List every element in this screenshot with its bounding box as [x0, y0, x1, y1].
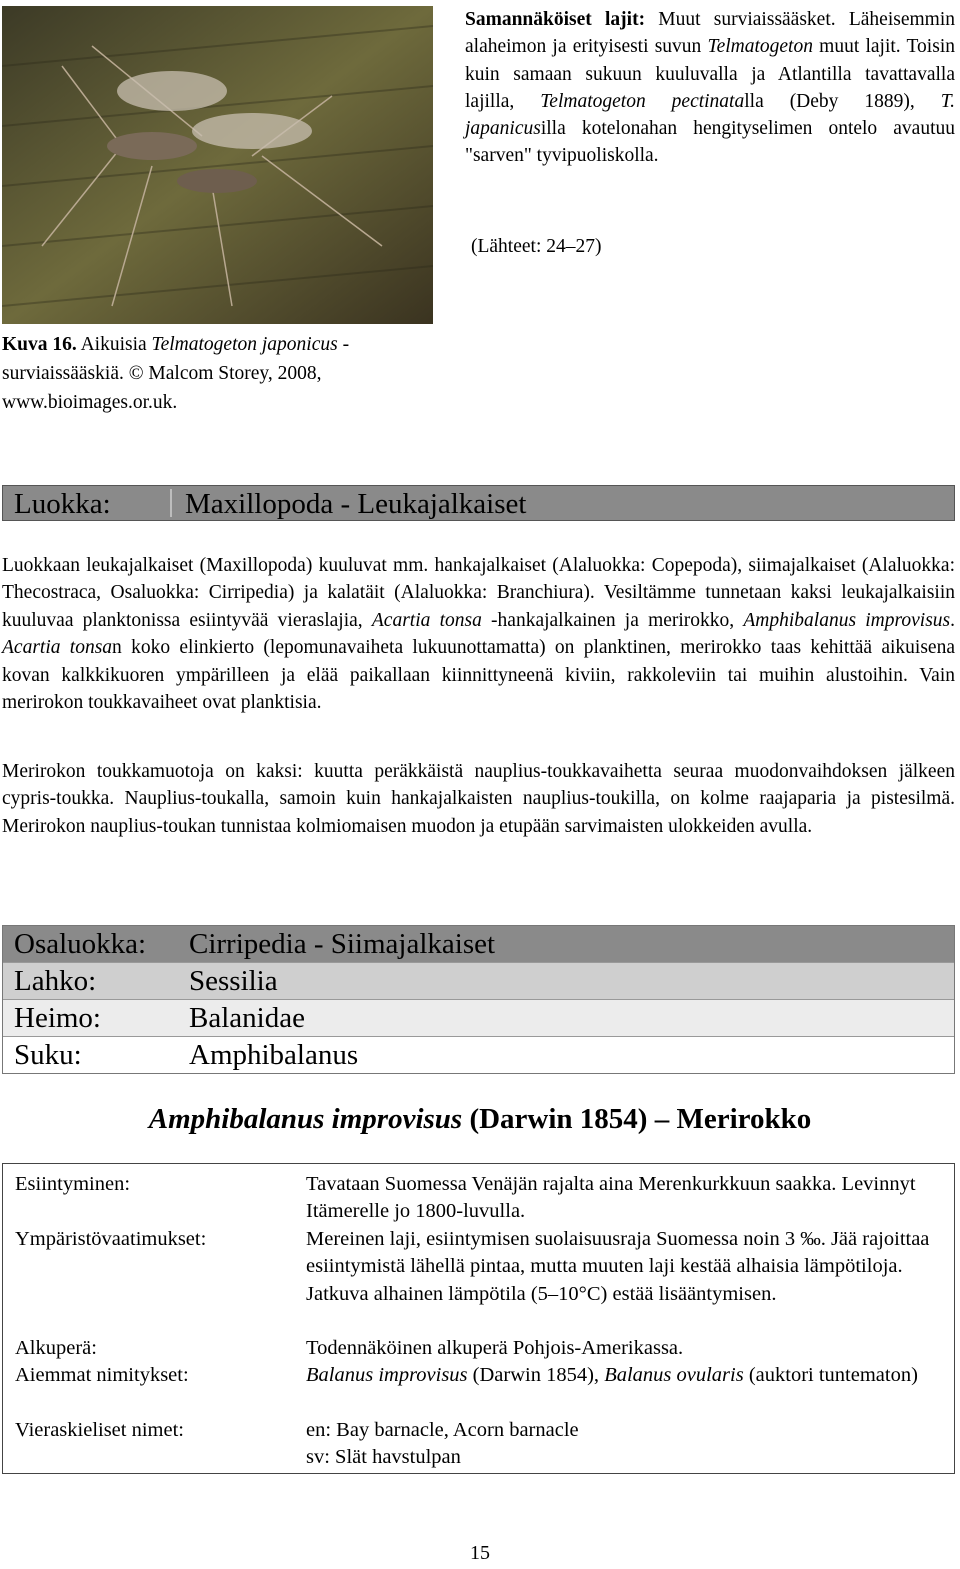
class-divider: [170, 489, 172, 517]
caption-label: Kuva 16.: [2, 334, 77, 355]
species-name: T. japanicus: [465, 90, 956, 140]
larval-description: Merirokon toukkamuotoja on kaksi: kuutta peräkkäistä nauplius-toukkavaihetta seuraa muodonvaihdoksen jälkeen cypris-toukka. Nauplius-toukalla, samoin kuin hankajalkaisten nauplius-toukilla, on kolme raajaparia ja pistesilmä. Merirokon nauplius-toukan tunnistaa kolmiomaisen muodon ja etupään sarvimaisten ulokkeiden avulla.: [2, 761, 955, 837]
insect-photo-icon: [2, 6, 433, 324]
former-names-value: [306, 1362, 946, 1389]
species-title: [0, 1103, 960, 1136]
similar-species-text-part: illa kotelonahan hengityselimen ontelo avautuu "sarven" tyvipuoliskolla.: [465, 118, 955, 167]
caption-species: Telmatogeton japonicus: [151, 334, 338, 355]
class-label: Luokka:: [14, 488, 111, 520]
sources-note: (Lähteet: 24–27): [471, 236, 602, 257]
class-description: [2, 552, 955, 716]
taxonomy-key: Osaluokka:: [14, 928, 147, 960]
paragraph-text: Luokkaan leukajalkaiset (Maxillopoda) kuuluvat mm. hankajalkaiset (Alaluokka: Copepoda), siimajalkaiset (Alaluokka: Thecostraca, Osaluokka: Cirripedia) ja kalatäit (Alaluokka: Branchiura). Vesiltämme tunnetaan kaksi leukajalkaisiin kuuluvaa planktonissa esiintyvää vieraslajia,: [2, 555, 955, 631]
foreign-names-value: [306, 1417, 946, 1472]
foreign-name-en: en: Bay barnacle, Acorn barnacle: [306, 1419, 579, 1441]
insect-photo: [2, 6, 433, 324]
species-name: Telmatogeton pectinata: [540, 90, 745, 112]
taxonomy-key: Heimo:: [14, 1002, 101, 1034]
taxonomy-key: Lahko:: [14, 965, 97, 997]
taxonomy-table: [2, 925, 955, 1074]
former-names-label: Aiemmat nimitykset:: [15, 1364, 189, 1386]
similar-species-text: [465, 6, 955, 170]
taxonomy-value: Amphibalanus: [189, 1039, 359, 1071]
genus-name: Telmatogeton: [707, 36, 813, 58]
taxonomy-key: Suku:: [14, 1039, 82, 1071]
class-header-bar: [2, 485, 955, 521]
species-scientific-name: Amphibalanus improvisus: [148, 1103, 463, 1135]
foreign-name-sv: sv: Slät havstulpan: [306, 1446, 461, 1469]
taxonomy-value: Cirripedia - Siimajalkaiset: [189, 928, 496, 960]
environment-label: Ympäristövaatimukset:: [15, 1228, 207, 1250]
origin-value: Todennäköinen alkuperä Pohjois-Amerikassa.: [306, 1337, 684, 1359]
former-name: Balanus ovularis: [604, 1364, 744, 1386]
origin-label: Alkuperä:: [15, 1337, 97, 1359]
former-name: Balanus improvisus: [306, 1364, 468, 1386]
taxonomy-row: [3, 963, 954, 1000]
environment-value: Mereinen laji, esiintymisen suolaisuusraja Suomessa noin 3 ‰. Jää rajoittaa esiintymistä lähellä pintaa, mutta muuten laji kestää alhaisia lämpötiloja. Jatkuva alhainen lämpötila (5–10°C) estää lisääntymisen.: [306, 1228, 930, 1305]
species-info-box: [2, 1163, 955, 1474]
species-title-rest: (Darwin 1854) – Merirokko: [462, 1103, 812, 1135]
paragraph-text: .: [950, 609, 956, 631]
species-name: Acartia tonsa: [371, 609, 482, 631]
species-name: Amphibalanus improvisus: [743, 609, 951, 631]
similar-species-text-part: lla (Deby 1889),: [744, 90, 941, 112]
paragraph-text: -hankajalkainen ja merirokko,: [481, 609, 744, 631]
former-name-text: (auktori tuntematon): [743, 1364, 918, 1386]
taxonomy-row: [3, 1037, 954, 1073]
similar-species-label: Samannäköiset lajit:: [465, 9, 646, 30]
former-name-text: (Darwin 1854),: [467, 1364, 605, 1386]
taxonomy-cell-bg: [174, 963, 954, 999]
similar-species-text-part: Muut surviaissääsket. Läheisemmin alaheimon ja erityisesti suvun: [465, 9, 955, 58]
figure-caption: [2, 330, 432, 417]
occurrence-value: Tavataan Suomessa Venäjän rajalta aina Merenkurkkuun saakka. Levinnyt Itämerelle jo 1800-luvulla.: [306, 1173, 916, 1223]
occurrence-label: Esiintyminen:: [15, 1173, 131, 1195]
taxonomy-row: [3, 926, 954, 963]
taxonomy-value: Sessilia: [189, 965, 278, 997]
paragraph-text: n koko elinkierto (lepomunavaiheta lukuunottamatta) on planktinen, merirokko taas kehittää aikuisena kovan kalkkikuoren ympärilleen ja elää paikallaan kiinnittyneenä kiviin, rakkoleviin tai muihin alustoihin. Vain merirokon toukkavaiheet ovat planktisia.: [2, 637, 955, 714]
page-number: 15: [470, 1542, 490, 1564]
caption-text: -surviaissääskiä. © Malcom Storey, 2008, www.bioimages.or.uk.: [2, 334, 350, 413]
similar-species-text-part: muut lajit. Toisin kuin samaan sukuun kuuluvalla ja Atlantilla tavattavalla lajilla,: [465, 36, 955, 112]
taxonomy-value: Balanidae: [189, 1002, 305, 1034]
species-name: Acartia tonsa: [2, 637, 113, 659]
caption-text: Aikuisia: [76, 334, 152, 355]
taxonomy-row: [3, 1000, 954, 1037]
foreign-names-label: Vieraskieliset nimet:: [15, 1419, 184, 1441]
class-value: Maxillopoda - Leukajalkaiset: [185, 488, 527, 520]
